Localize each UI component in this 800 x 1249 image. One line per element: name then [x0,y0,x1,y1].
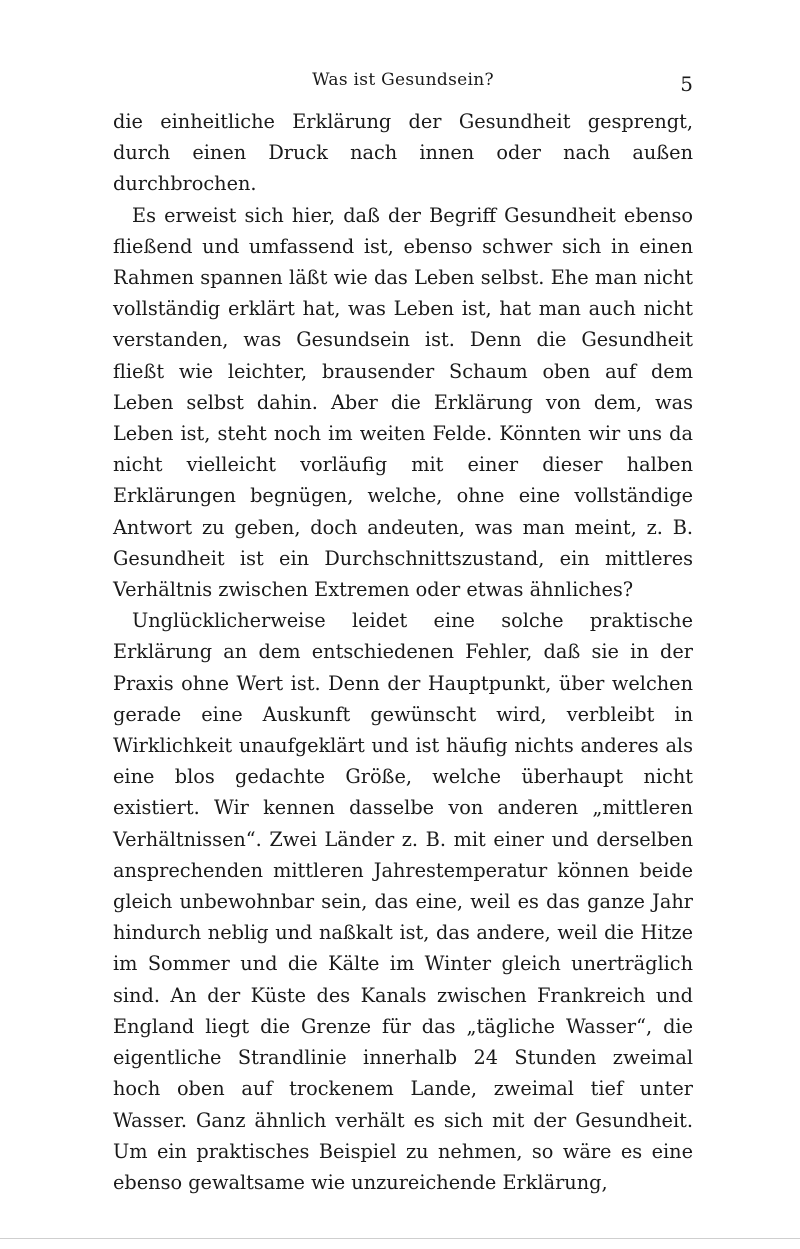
paragraph-2: Es erweist sich hier, daß der Begriff Gesundheit ebenso fließend und umfassend ist, ebenso schwer sich in einen Rahmen spannen läßt wie das Leben selbst. Ehe man nicht vollständig erklärt hat, was Leben ist, hat man auch nicht verstanden, was Gesundsein ist. Denn die Gesundheit fließt wie leichter, brausender Schaum oben auf dem Leben selbst dahin. Aber die Erklärung von dem, was Leben ist, steht noch im weiten Felde. Könnten wir uns da nicht vielleicht vorläufig mit einer dieser halben Erklärungen begnügen, welche, ohne eine vollständige Antwort zu geben, doch andeuten, was man meint, z. B. Gesundheit ist ein Durchschnittszustand, ein mittleres Verhältnis zwischen Extremen oder etwas ähnliches? [113,203,693,602]
paragraph-1: die einheitliche Erklärung der Gesundheit gesprengt, durch einen Druck nach innen oder nach außen durchbrochen. [113,110,693,196]
paragraph-3: Unglücklicherweise leidet eine solche praktische Erklärung an dem entschiedenen Fehler, daß sie in der Praxis ohne Wert ist. Denn der Hauptpunkt, über welchen gerade eine Auskunft gewünscht wird, verbleibt in Wirklichkeit unaufgeklärt und ist häufig nichts anderes als eine blos gedachte Größe, welche überhaupt nicht existiert. Wir kennen dasselbe von anderen „mittleren Verhältnissen“. Zwei Länder z. B. mit einer und derselben ansprechenden mittleren Jahrestemperatur können beide gleich unbewohnbar sein, das eine, weil es das ganze Jahr hindurch neblig und naßkalt ist, das andere, weil die Hitze im Sommer und die Kälte im Winter gleich unerträglich sind. An der Küste des Kanals zwischen Frankreich und England liegt die Grenze für das „tägliche Wasser“, die eigentliche Strandlinie innerhalb 24 Stunden zweimal hoch oben auf trockenem Lande, zweimal tief unter Wasser. Ganz ähnlich verhält es sich mit der Gesundheit. Um ein praktisches Beispiel zu nehmen, so wäre es eine ebenso gewaltsame wie unzureichende Erklärung, [113,609,693,1194]
body-text [113,106,693,1198]
page-bottom-edge [0,1238,800,1239]
running-title: Was ist Gesundsein? [312,70,494,90]
page-number: 5 [680,72,693,96]
running-head [113,70,693,94]
